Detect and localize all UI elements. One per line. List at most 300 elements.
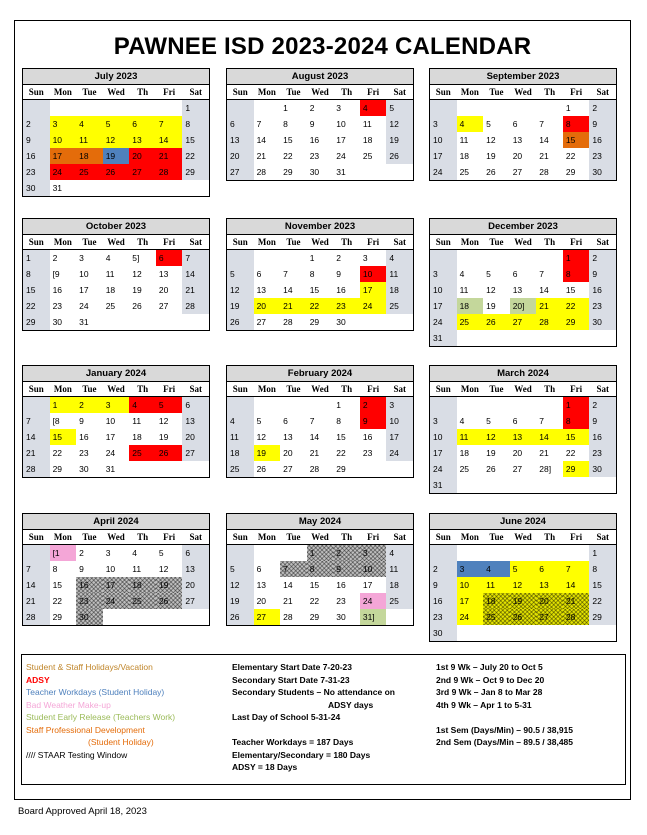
day-cell: 28	[23, 609, 50, 625]
day-cell: 12	[227, 282, 254, 298]
day-cell: 22	[565, 151, 576, 161]
day-cell	[386, 164, 413, 180]
day-cell: 4	[129, 397, 156, 413]
day-cell	[483, 545, 510, 561]
day-cell	[536, 397, 563, 413]
day-cell: 8	[589, 561, 616, 577]
day-cell	[254, 545, 281, 561]
day-cell: 30	[52, 317, 63, 327]
day-cell	[457, 477, 484, 493]
day-cell	[227, 397, 254, 413]
day-cell	[360, 314, 387, 330]
day-cell	[457, 330, 484, 346]
day-cell: 17	[430, 148, 457, 164]
day-cell: 2	[79, 548, 84, 558]
grading-line: 2nd Sem (Days/Min – 89.5 / 38,485	[436, 737, 574, 747]
day-cell: 14	[309, 432, 320, 442]
day-cell: 5	[156, 397, 183, 413]
day-cell	[483, 250, 510, 266]
month-5	[429, 218, 617, 347]
day-cell: 11	[362, 119, 372, 129]
day-cell: 4	[132, 548, 138, 558]
day-cell: 18	[105, 285, 116, 295]
month-2	[429, 68, 617, 181]
day-cell: 3	[430, 116, 457, 132]
day-cell: 7	[182, 250, 209, 266]
month-8	[429, 365, 617, 494]
day-cell: 20	[158, 285, 169, 295]
weekday-label: Sat	[393, 384, 407, 394]
day-cell: 17	[360, 282, 387, 298]
day-cell	[536, 330, 563, 346]
day-cell: 22	[563, 298, 590, 314]
day-cell: 30	[336, 317, 346, 327]
day-cell: 17	[50, 148, 77, 164]
info-line: Secondary Start Date 7-31-23	[232, 674, 350, 685]
day-cell: 20	[129, 148, 156, 164]
day-cell: 30	[589, 314, 616, 330]
day-cell: 3	[430, 413, 457, 429]
day-cell: 4	[459, 269, 465, 279]
day-cell	[182, 314, 209, 330]
day-cell: 11	[457, 429, 484, 445]
day-cell	[129, 100, 156, 116]
day-cell	[227, 100, 254, 116]
day-cell	[430, 100, 457, 116]
day-cell: 5	[227, 561, 254, 577]
weekday-label: Wed	[514, 237, 532, 247]
day-grid	[227, 100, 413, 180]
day-cell: 20	[536, 593, 563, 609]
day-cell	[227, 545, 254, 561]
day-cell	[182, 180, 209, 196]
day-cell: 2	[52, 253, 58, 263]
day-cell: 31	[79, 317, 89, 327]
day-cell: 1	[307, 545, 334, 561]
day-cell: 15	[52, 580, 63, 590]
day-cell: 20	[182, 577, 209, 593]
weekday-label: Tue	[489, 384, 504, 394]
day-cell: 21	[156, 148, 183, 164]
weekday-label: Sun	[435, 384, 451, 394]
day-cell: 26	[486, 464, 496, 474]
weekday-label: Tue	[82, 384, 97, 394]
grading-line: 4th 9 Wk – Apr 1 to 5-31	[436, 699, 532, 710]
day-cell: 22	[23, 298, 50, 314]
day-cell: 8	[182, 116, 209, 132]
day-cell: 1	[309, 253, 315, 263]
day-cell	[483, 477, 510, 493]
month-title: May 2024	[227, 514, 413, 530]
day-grid	[430, 397, 616, 493]
day-cell: 25	[76, 164, 103, 180]
weekday-label: Sun	[28, 237, 44, 247]
grading-column	[436, 661, 624, 749]
day-grid	[23, 100, 209, 196]
day-cell: 28	[283, 317, 293, 327]
weekday-label: Sat	[596, 384, 610, 394]
day-cell: 2	[589, 250, 616, 266]
day-cell	[280, 545, 307, 561]
day-cell: 7	[539, 119, 545, 129]
day-cell: 22	[336, 448, 346, 458]
month-1	[226, 68, 414, 181]
day-cell: 16	[336, 285, 346, 295]
day-cell: 10	[430, 282, 457, 298]
day-grid	[23, 397, 209, 477]
day-cell: 1	[23, 250, 50, 266]
day-cell: 29	[182, 164, 209, 180]
day-cell: 6	[182, 397, 209, 413]
day-cell: 19	[132, 285, 142, 295]
day-cell	[156, 461, 183, 477]
day-cell: 15	[336, 432, 346, 442]
day-cell	[510, 330, 537, 346]
weekday-label: Th	[544, 237, 556, 247]
weekday-label: Th	[341, 532, 353, 542]
day-cell: 14	[539, 285, 549, 295]
day-cell	[536, 625, 563, 641]
day-cell: 10	[386, 413, 413, 429]
day-cell: 30	[23, 180, 50, 196]
weekday-label: Sun	[28, 384, 44, 394]
day-cell: 29	[563, 314, 590, 330]
day-cell	[129, 609, 156, 625]
legend-item: Student & Staff Holidays/Vacation	[26, 662, 153, 672]
day-cell: 25	[362, 151, 373, 161]
day-cell: 24	[360, 593, 387, 609]
day-cell: 29	[336, 464, 346, 474]
day-cell: 12	[158, 416, 169, 426]
weekday-label: Fri	[367, 87, 380, 97]
info-line: Teacher Workdays = 187 Days	[232, 737, 354, 747]
day-cell: 5	[486, 269, 491, 279]
weekday-label: Wed	[107, 87, 125, 97]
weekday-label: Th	[341, 384, 353, 394]
day-cell: 12	[256, 432, 267, 442]
day-cell: 31	[105, 464, 116, 474]
weekday-label: Wed	[311, 237, 329, 247]
day-cell	[510, 625, 537, 641]
day-cell: 4	[459, 416, 465, 426]
day-cell: 6	[256, 269, 262, 279]
day-cell: 23	[76, 593, 103, 609]
day-cell: 21	[256, 151, 267, 161]
day-cell: 13	[227, 132, 254, 148]
day-cell: 10	[79, 269, 89, 279]
weekday-header	[23, 235, 209, 250]
day-cell: 17	[457, 593, 484, 609]
day-cell: 5	[386, 100, 413, 116]
weekday-label: Sat	[189, 237, 203, 247]
day-cell: 10	[105, 416, 116, 426]
day-cell: 26	[132, 301, 142, 311]
day-cell: 19	[254, 445, 281, 461]
day-cell: 28	[182, 298, 209, 314]
day-grid	[430, 545, 616, 641]
day-cell: 18	[386, 282, 413, 298]
day-cell: 15	[565, 285, 576, 295]
info-line: Elementary Start Date 7-20-23	[232, 662, 353, 672]
day-cell: 14	[182, 266, 209, 282]
weekday-label: Fri	[367, 237, 380, 247]
day-cell: 19	[227, 593, 254, 609]
day-cell	[103, 100, 130, 116]
day-cell: 21	[283, 596, 293, 606]
day-cell: 9	[336, 269, 342, 279]
day-cell: 8	[309, 269, 315, 279]
weekday-label: Sun	[232, 87, 248, 97]
day-cell: 3	[105, 548, 111, 558]
weekday-header	[430, 382, 616, 397]
day-cell: 28	[539, 167, 549, 177]
weekday-label: Sat	[189, 384, 203, 394]
day-cell: 25	[483, 609, 510, 625]
day-cell: 4	[105, 253, 111, 263]
day-cell	[182, 609, 209, 625]
day-cell	[510, 100, 537, 116]
day-cell: 22	[307, 298, 334, 314]
day-cell	[307, 397, 334, 413]
day-cell: 14	[156, 132, 183, 148]
day-cell: 26	[510, 609, 537, 625]
day-cell: 26	[386, 148, 413, 164]
day-cell: 15	[309, 580, 320, 590]
weekday-label: Mon	[53, 87, 72, 97]
day-cell: 4	[483, 561, 510, 577]
day-cell: 23	[52, 301, 63, 311]
day-cell: 2	[430, 561, 457, 577]
day-cell: 18	[483, 593, 510, 609]
day-cell: 24	[430, 314, 457, 330]
day-cell: 29	[309, 317, 320, 327]
day-cell	[589, 330, 616, 346]
day-cell: 4	[76, 116, 103, 132]
day-cell: [1	[50, 545, 77, 561]
day-cell: 29	[563, 461, 590, 477]
info-line: ADSY = 18 Days	[232, 762, 298, 772]
day-cell: 10	[457, 577, 484, 593]
day-cell: 22	[309, 596, 320, 606]
day-cell: 11	[132, 416, 142, 426]
weekday-label: Sat	[189, 532, 203, 542]
day-cell: 24	[457, 609, 484, 625]
day-cell: 18	[459, 151, 470, 161]
day-cell: 17	[105, 432, 116, 442]
day-cell: 1	[182, 100, 209, 116]
weekday-label: Mon	[460, 87, 479, 97]
day-cell: 7	[539, 416, 545, 426]
day-cell: 13	[512, 135, 523, 145]
legend-item: Student Early Release (Teachers Work)	[26, 712, 176, 722]
day-cell: 10	[105, 564, 116, 574]
weekday-label: Tue	[286, 87, 301, 97]
day-cell: 16	[589, 282, 616, 298]
day-cell: 6	[182, 545, 209, 561]
day-cell: 23	[430, 609, 457, 625]
weekday-label: Wed	[107, 237, 125, 247]
day-cell: 5	[510, 561, 537, 577]
day-cell: 26	[156, 445, 183, 461]
day-cell: 14	[283, 285, 293, 295]
day-cell: 6	[512, 119, 518, 129]
day-cell	[76, 100, 103, 116]
weekday-label: Th	[137, 532, 149, 542]
weekday-label: Fri	[367, 384, 380, 394]
day-cell: 21	[539, 448, 549, 458]
weekday-label: Sun	[435, 237, 451, 247]
weekday-label: Mon	[460, 532, 479, 542]
day-cell: 8	[563, 266, 590, 282]
weekday-label: Th	[544, 532, 556, 542]
day-cell: 29	[23, 314, 50, 330]
day-cell: 21	[563, 593, 590, 609]
day-cell: 27	[510, 314, 537, 330]
weekday-label: Tue	[82, 237, 97, 247]
day-cell: 12	[486, 135, 496, 145]
day-cell: 2	[333, 545, 360, 561]
weekday-label: Sun	[28, 87, 44, 97]
month-title: November 2023	[227, 219, 413, 235]
day-cell: 18	[459, 448, 470, 458]
day-cell	[129, 180, 156, 196]
day-cell: 5	[158, 548, 164, 558]
day-cell: 17	[386, 429, 413, 445]
legend-item: (Student Holiday)	[88, 737, 154, 747]
day-cell: 27	[256, 317, 267, 327]
day-cell: 16	[52, 285, 63, 295]
day-cell	[360, 461, 387, 477]
day-cell: 1	[589, 545, 616, 561]
day-cell: 28	[23, 461, 50, 477]
day-cell	[386, 461, 413, 477]
day-cell: 18	[76, 148, 103, 164]
day-cell: 31	[430, 330, 457, 346]
day-cell: 8	[336, 416, 342, 426]
weekday-header	[227, 382, 413, 397]
day-cell: 6	[512, 416, 518, 426]
weekday-label: Fri	[570, 384, 583, 394]
day-cell: 17	[103, 577, 130, 593]
month-title: September 2023	[430, 69, 616, 85]
day-cell	[254, 250, 281, 266]
weekday-label: Sat	[596, 532, 610, 542]
day-cell	[103, 314, 130, 330]
day-cell: 11	[132, 564, 142, 574]
weekday-header	[227, 235, 413, 250]
month-4	[226, 218, 414, 331]
legend-box	[21, 654, 626, 785]
weekday-label: Sun	[232, 384, 248, 394]
day-cell	[280, 250, 307, 266]
day-cell: 10	[50, 132, 77, 148]
day-cell: 12	[510, 577, 537, 593]
day-cell: 16	[23, 148, 50, 164]
day-cell: 7	[23, 413, 50, 429]
info-line: ADSY days	[328, 699, 374, 710]
day-cell: 19	[486, 301, 496, 311]
day-cell	[227, 250, 254, 266]
day-cell: 12	[386, 116, 413, 132]
day-cell: 14	[256, 135, 267, 145]
day-cell: 11	[483, 577, 510, 593]
day-cell: 8	[23, 266, 50, 282]
day-cell	[280, 397, 307, 413]
day-cell: 21	[280, 298, 307, 314]
day-cell: 11	[76, 132, 103, 148]
day-cell	[536, 545, 563, 561]
day-cell: 20	[254, 298, 281, 314]
day-cell: 7	[283, 269, 288, 279]
day-cell: 23	[309, 151, 320, 161]
day-cell: 9	[23, 132, 50, 148]
day-cell: 17	[79, 285, 89, 295]
day-cell: 20	[227, 148, 254, 164]
weekday-label: Th	[137, 384, 149, 394]
day-cell: 6	[156, 250, 183, 266]
day-cell: 2	[589, 100, 616, 116]
day-cell	[510, 397, 537, 413]
day-cell	[156, 609, 183, 625]
day-cell: 26	[103, 164, 130, 180]
day-cell	[129, 314, 156, 330]
month-title: February 2024	[227, 366, 413, 382]
day-cell: 11	[386, 266, 413, 282]
day-cell: 13	[283, 432, 293, 442]
day-cell	[457, 100, 484, 116]
day-cell: 7	[280, 561, 307, 577]
weekday-label: Th	[137, 237, 149, 247]
day-cell: 16	[309, 135, 320, 145]
day-cell: 15	[563, 429, 590, 445]
weekday-label: Sat	[596, 87, 610, 97]
day-cell: 24	[430, 461, 457, 477]
day-cell	[563, 477, 590, 493]
weekday-label: Sat	[393, 532, 407, 542]
info-line: Elementary/Secondary = 180 Days	[232, 749, 371, 760]
day-cell: 5	[486, 416, 491, 426]
day-cell: 13	[510, 429, 537, 445]
day-cell: 3	[79, 253, 84, 263]
day-cell: 7	[256, 119, 262, 129]
month-title: July 2023	[23, 69, 209, 85]
day-cell	[510, 545, 537, 561]
weekday-label: Fri	[163, 384, 176, 394]
day-cell: 25	[459, 464, 470, 474]
legend-item: Teacher Workdays (Student Holiday)	[26, 687, 165, 697]
board-approval-note: Board Approved April 18, 2023	[18, 806, 147, 817]
day-cell: 26	[256, 464, 267, 474]
grading-line: 1st Sem (Days/Min) – 90.5 / 38,915	[436, 724, 574, 735]
day-cell: 13	[182, 413, 209, 429]
day-cell	[483, 397, 510, 413]
day-cell: 19	[510, 593, 537, 609]
day-cell: 28]	[539, 464, 552, 474]
weekday-label: Sun	[232, 237, 248, 247]
month-title: August 2023	[227, 69, 413, 85]
weekday-label: Wed	[514, 87, 532, 97]
day-cell: 30	[336, 612, 346, 622]
day-cell: 17	[430, 298, 457, 314]
weekday-label: Tue	[489, 237, 504, 247]
day-cell: 30	[589, 164, 616, 180]
day-cell: 29	[589, 609, 616, 625]
day-cell: 10	[430, 132, 457, 148]
day-cell: 28	[563, 609, 590, 625]
day-cell: 29	[309, 612, 320, 622]
day-cell: 14	[23, 429, 50, 445]
weekday-label: Fri	[570, 87, 583, 97]
